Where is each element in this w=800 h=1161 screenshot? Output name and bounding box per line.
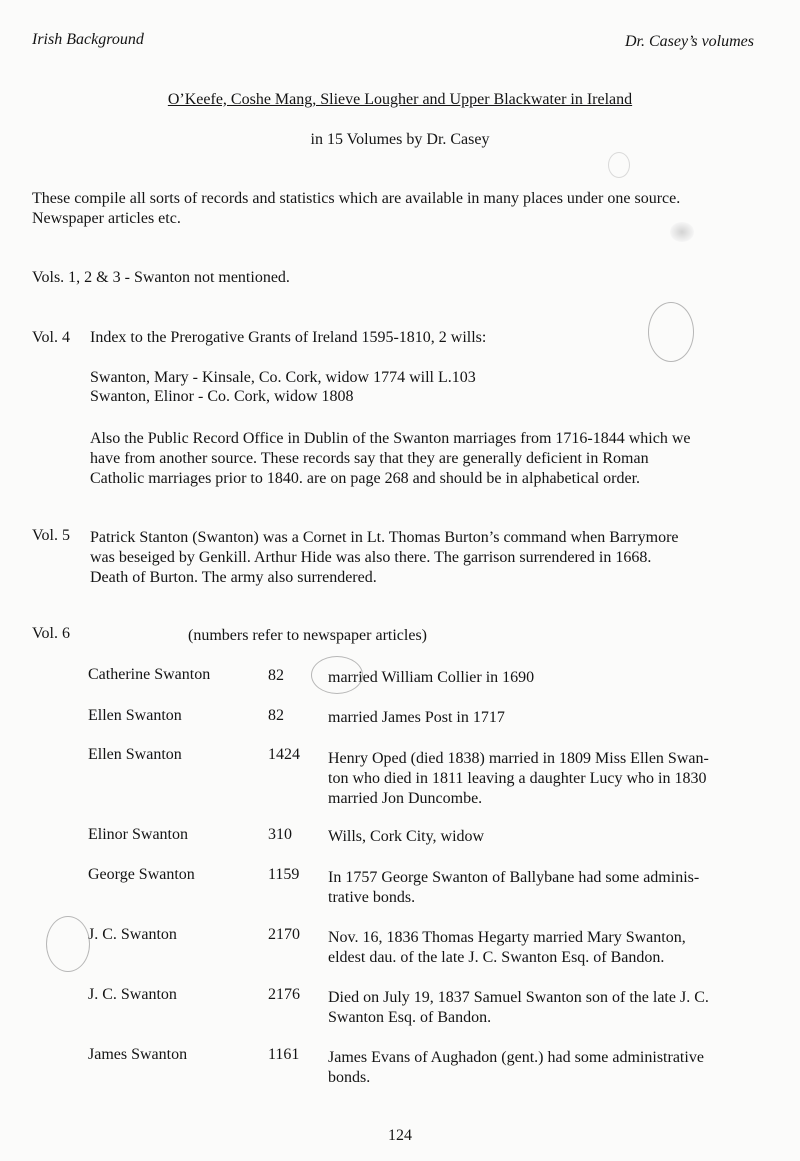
running-header-right: Dr. Casey’s volumes (624, 33, 754, 50)
document-title (0, 90, 800, 110)
entry-description: ton who died in 1811 leaving a daughter Lucy who in 1830 (328, 770, 707, 787)
entry-number: 1161 (268, 1046, 300, 1063)
entry-number: 1424 (268, 746, 300, 763)
entry-description: married James Post in 1717 (328, 709, 505, 726)
scan-mark (648, 302, 694, 362)
entry-description: bonds. (328, 1069, 371, 1086)
entry-description: In 1757 George Swanton of Ballybane had some adminis- (328, 869, 700, 886)
entry-number: 82 (268, 707, 284, 724)
entry-number: 2176 (268, 986, 300, 1003)
vol4-heading: Index to the Prerogative Grants of Ireland 1595-1810, 2 wills: (90, 329, 487, 346)
entry-number: 2170 (268, 926, 300, 943)
entry-name: George Swanton (88, 866, 195, 883)
vol5-label: Vol. 5 (32, 527, 70, 544)
entry-description: married William Collier in 1690 (328, 669, 535, 686)
entry-number: 310 (268, 826, 292, 843)
entry-name: Ellen Swanton (88, 746, 182, 763)
vol4-note-line-1: Also the Public Record Office in Dublin of the Swanton marriages from 1716-1844 which we (90, 430, 691, 447)
entry-description: Henry Oped (died 1838) married in 1809 Miss Ellen Swan- (328, 750, 709, 767)
entry-description: trative bonds. (328, 889, 416, 906)
entry-description: Wills, Cork City, widow (328, 828, 485, 845)
scan-mark (311, 656, 363, 694)
scan-smudge (670, 222, 694, 242)
vols-1-3-note: Vols. 1, 2 & 3 - Swanton not mentioned. (32, 269, 290, 286)
vol4-will-2: Swanton, Elinor - Co. Cork, widow 1808 (90, 388, 354, 405)
intro-line-1: These compile all sorts of records and statistics which are available in many places under one source. (32, 190, 681, 207)
document-subtitle: in 15 Volumes by Dr. Casey (310, 131, 490, 148)
entry-description: James Evans of Aughadon (gent.) had some administrative (328, 1049, 704, 1066)
entry-name: James Swanton (88, 1046, 188, 1063)
vol5-line-3: Death of Burton. The army also surrendered. (90, 569, 377, 586)
vol6-note: (numbers refer to newspaper articles) (188, 627, 427, 644)
entry-number: 1159 (268, 866, 300, 883)
document-title-text: O’Keefe, Coshe Mang, Slieve Lougher and Upper Blackwater in Ireland (167, 91, 633, 108)
entry-name: Elinor Swanton (88, 826, 188, 843)
entry-description: eldest dau. of the late J. C. Swanton Esq. of Bandon. (328, 949, 665, 966)
vol4-note-line-3: Catholic marriages prior to 1840. are on page 268 and should be in alphabetical order. (90, 470, 641, 487)
entry-name: J. C. Swanton (88, 986, 177, 1003)
vol4-will-1: Swanton, Mary - Kinsale, Co. Cork, widow 1774 will L.103 (90, 369, 476, 386)
scan-mark (608, 152, 630, 178)
vol4-note-line-2: have from another source. These records say that they are generally deficient in Roman (90, 450, 649, 467)
scan-mark (46, 916, 90, 972)
running-header-left: Irish Background (32, 31, 144, 48)
vol5-line-1: Patrick Stanton (Swanton) was a Cornet in Lt. Thomas Burton’s command when Barrymore (90, 529, 679, 546)
entry-description: married Jon Duncombe. (328, 790, 483, 807)
entry-description: Died on July 19, 1837 Samuel Swanton son of the late J. C. (328, 989, 709, 1006)
entry-number: 82 (268, 667, 284, 684)
entry-name: Catherine Swanton (88, 666, 211, 683)
entry-name: Ellen Swanton (88, 707, 182, 724)
entry-description: Swanton Esq. of Bandon. (328, 1009, 492, 1026)
vol6-label: Vol. 6 (32, 625, 70, 642)
intro-line-2: Newspaper articles etc. (32, 210, 181, 227)
entry-description: Nov. 16, 1836 Thomas Hegarty married Mary Swanton, (328, 929, 686, 946)
vol4-label: Vol. 4 (32, 329, 70, 346)
entry-name: J. C. Swanton (88, 926, 177, 943)
page-number: 124 (388, 1127, 412, 1144)
vol5-line-2: was beseiged by Genkill. Arthur Hide was also there. The garrison surrendered in 1668. (90, 549, 652, 566)
